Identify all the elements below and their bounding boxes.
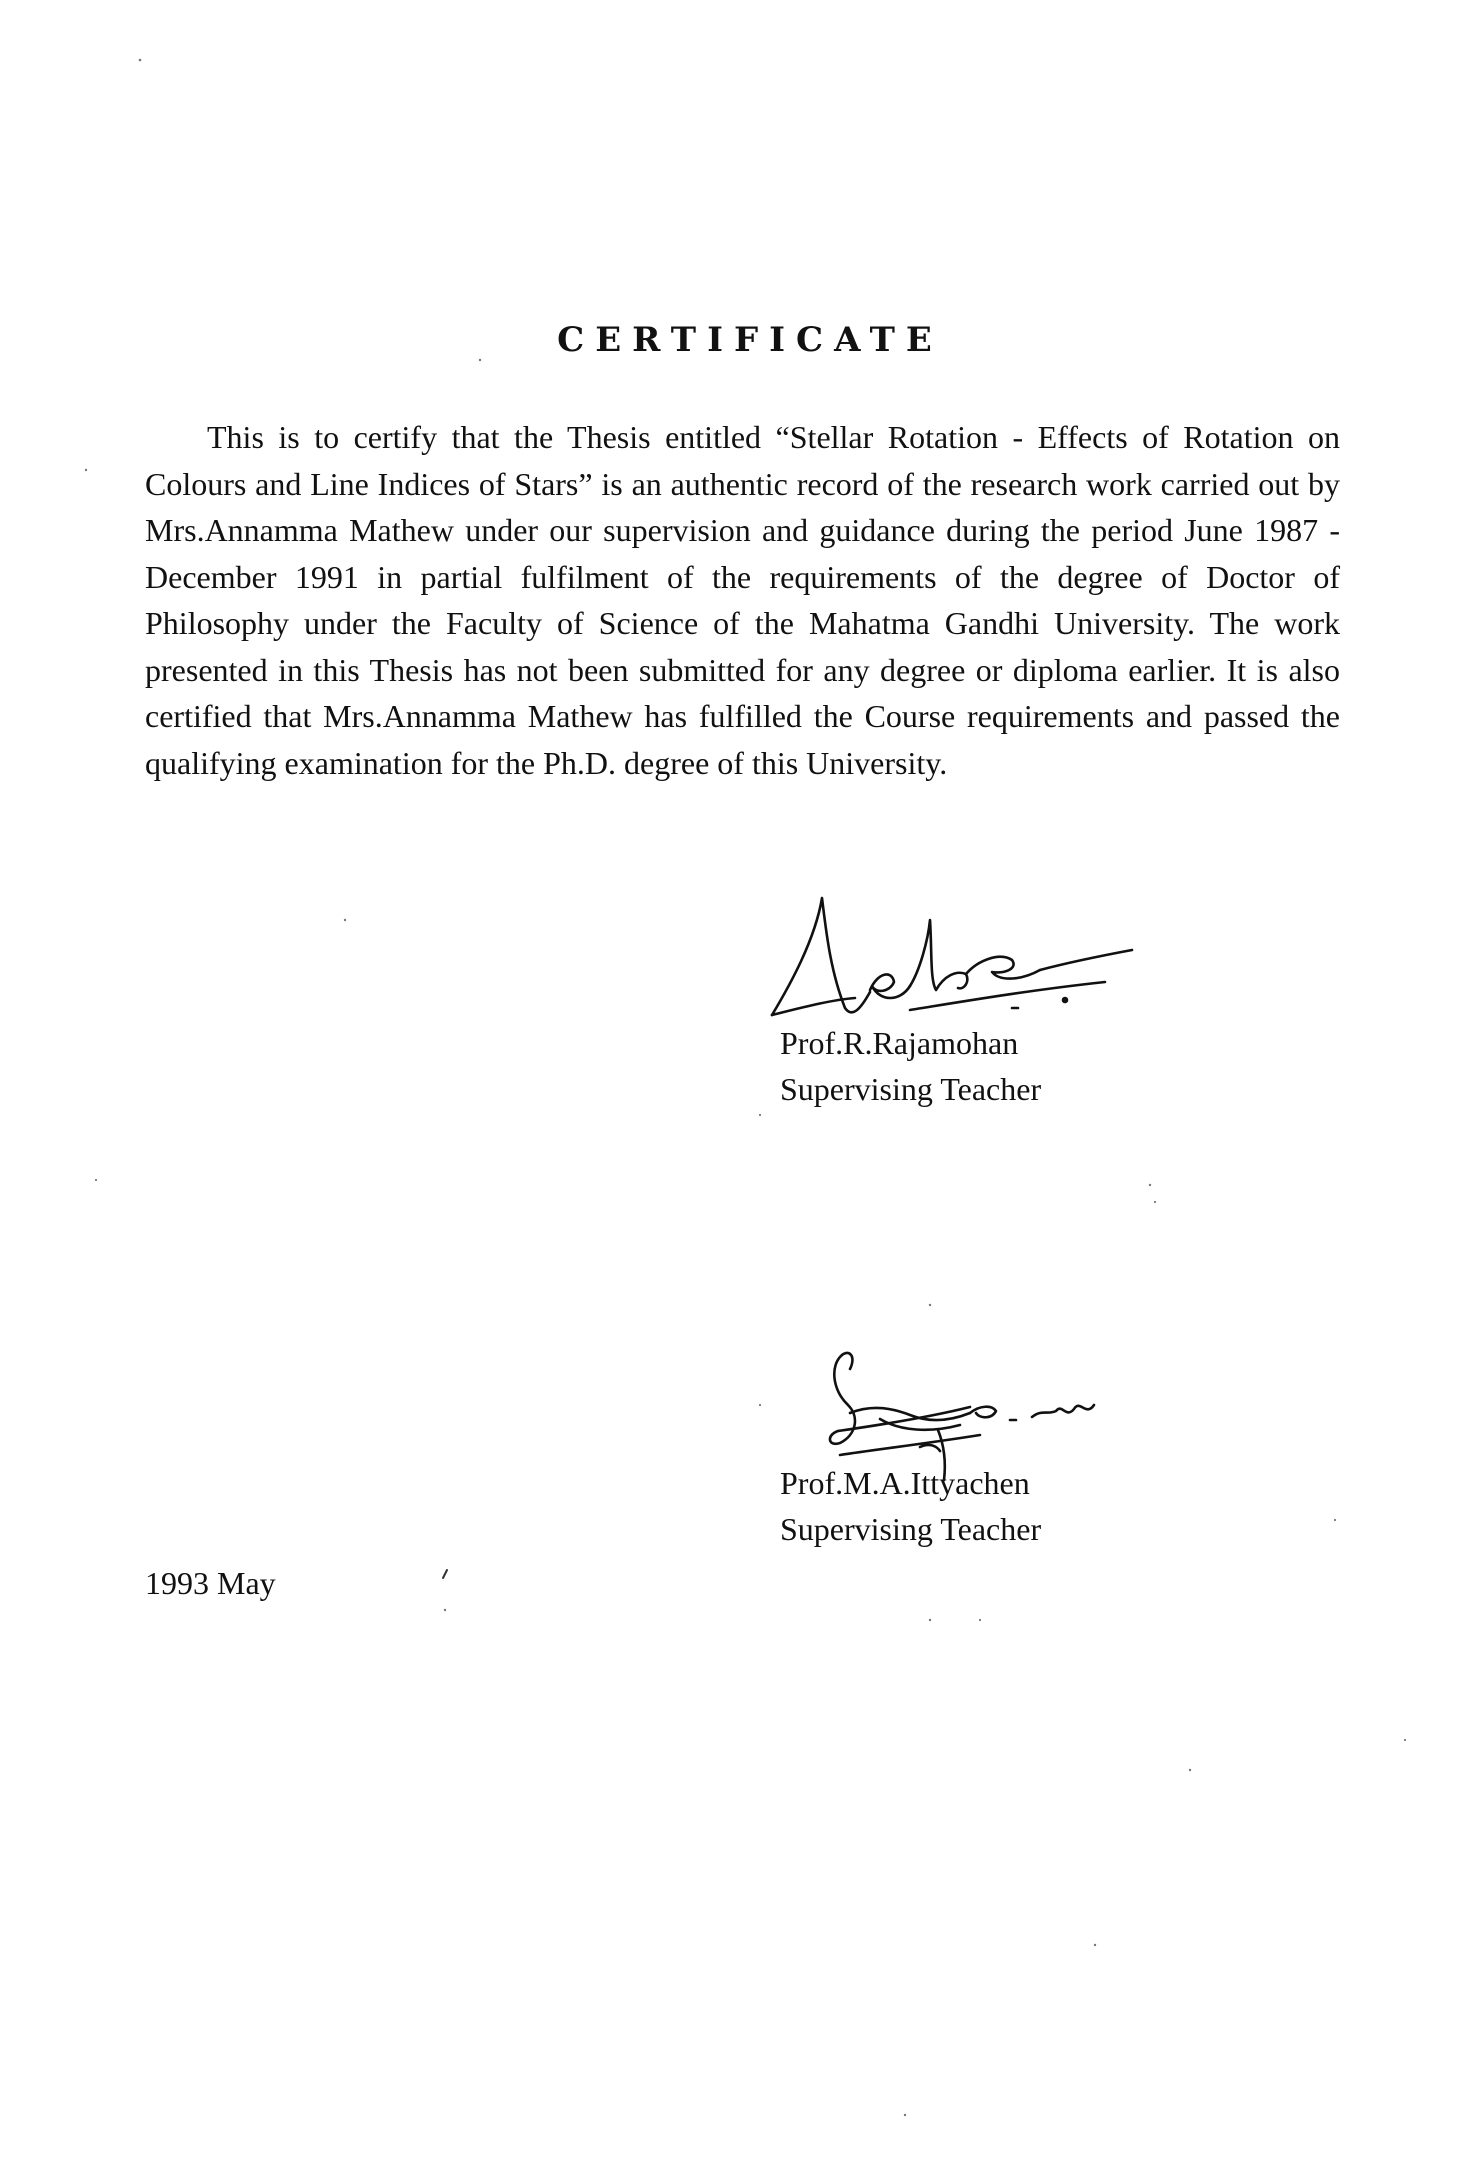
signature-rajamohan	[760, 890, 1160, 1030]
signatory-name: Prof.M.A.Ittyachen	[780, 1465, 1030, 1501]
signatory-role: Supervising Teacher	[780, 1071, 1042, 1107]
signatory-name: Prof.R.Rajamohan	[780, 1025, 1019, 1061]
certificate-title: CERTIFICATE	[557, 320, 943, 360]
certificate-date: 1993 May	[145, 1565, 276, 1601]
certificate-body: This is to certify that the Thesis entitled “Stellar Rotation - Effects of Rotation on Colours and Line Indices of Stars” is an authentic record of the research work carried out by Mrs.Annamma Mathew under our supervision and guidance during the period June 1987 - December 1991 in partial fulfilment of the requirements of the degree of Doctor of Philosophy under the Faculty of Science of the Mahatma Gandhi University. The work presented in this Thesis has not been submitted for any degree or diploma earlier. It is also certified that Mrs.Annamma Mathew has fulfilled the Course requirements and passed the qualifying examination for the Ph.D. degree of this University.	[145, 419, 1340, 781]
signatory-role: Supervising Teacher	[780, 1511, 1042, 1547]
signatory-block-1	[780, 1020, 1200, 1112]
signatory-block-2	[780, 1460, 1200, 1552]
